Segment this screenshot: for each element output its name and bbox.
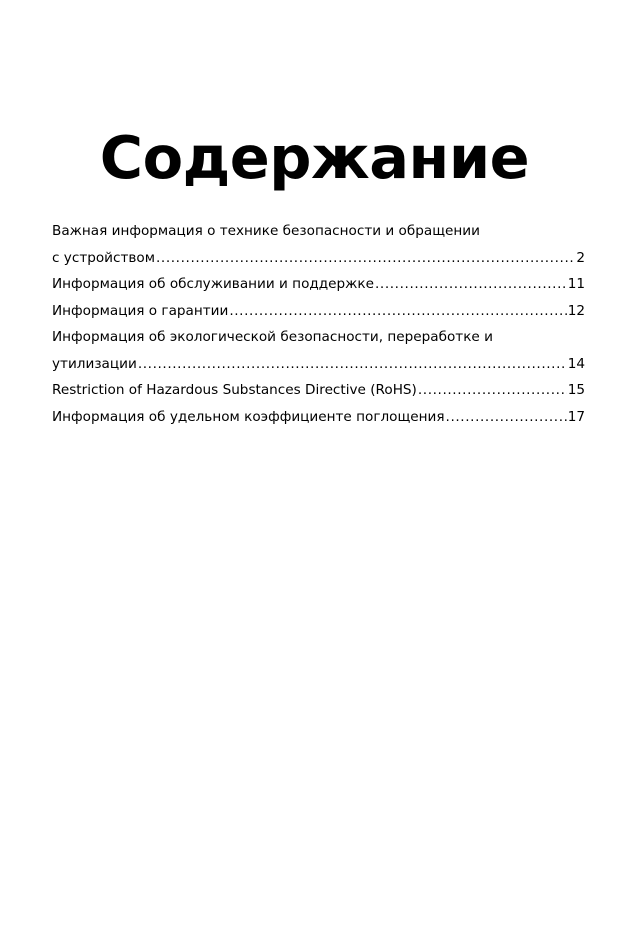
toc-entry-text: Важная информация о технике безопасности и обращении: [52, 223, 480, 239]
toc-entry-text: Информация о гарантии: [52, 302, 229, 319]
toc-entry[interactable]: [52, 298, 585, 325]
toc-entry-text: Restriction of Hazardous Substances Directive (RoHS): [52, 382, 417, 398]
dot-leader: [138, 351, 567, 378]
dot-leader: [156, 245, 575, 272]
page-title: Содержание: [99, 123, 530, 192]
dot-leader: [229, 298, 566, 325]
dot-leader: [375, 271, 567, 298]
dot-leader: [446, 404, 567, 431]
toc-entry-line: [52, 351, 585, 378]
toc-page-number: 15: [567, 382, 585, 398]
toc-entry-text: Информация об экологической безопасности, переработке и: [52, 329, 493, 345]
toc-entry-line: [52, 298, 585, 325]
toc-entry-text: Информация об удельном коэффициенте поглощения: [52, 408, 445, 425]
dot-leader: [418, 377, 567, 404]
toc-entry[interactable]: [52, 218, 585, 271]
toc-entry-text: Информация об обслуживании и поддержке: [52, 276, 374, 292]
toc-entry[interactable]: [52, 324, 585, 377]
toc-entry-line: [52, 377, 585, 404]
toc-entry-line: [52, 404, 585, 431]
table-of-contents: [52, 218, 585, 430]
toc-page-number: 12: [567, 302, 585, 319]
toc-entry-line: [52, 245, 585, 272]
toc-entry[interactable]: [52, 404, 585, 431]
toc-entry-text: утилизации: [52, 355, 137, 372]
toc-page-number: 17: [567, 408, 585, 425]
toc-entry-text: с устройством: [52, 249, 155, 266]
toc-page-number: 2: [576, 249, 585, 266]
toc-entry-line: [52, 324, 585, 351]
toc-entry-line: [52, 271, 585, 298]
toc-page-number: 14: [567, 355, 585, 372]
toc-entry[interactable]: [52, 377, 585, 404]
toc-page-number: 11: [567, 276, 585, 292]
toc-entry-line: [52, 218, 585, 245]
toc-entry[interactable]: [52, 271, 585, 298]
